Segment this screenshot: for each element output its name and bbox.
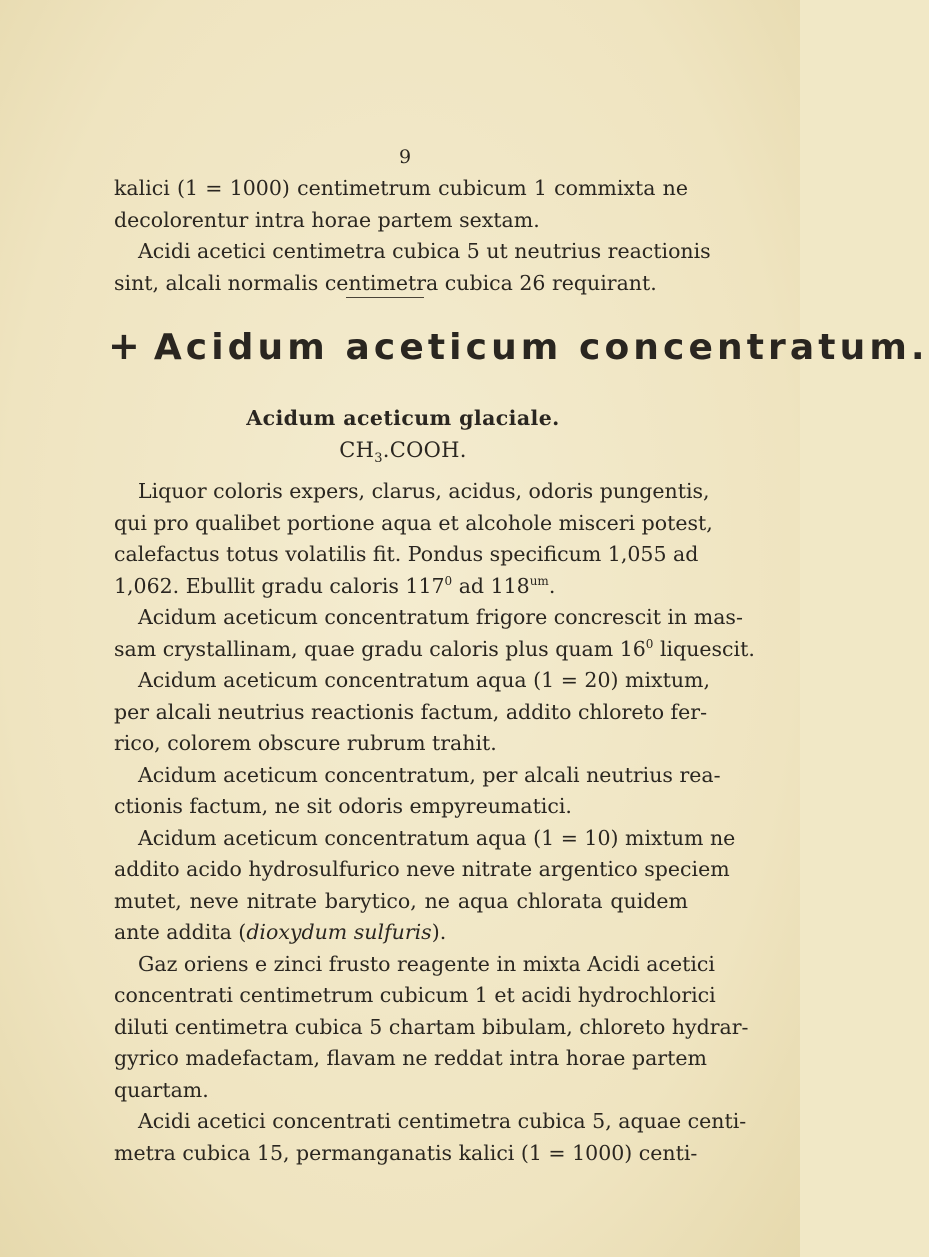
section-subtitle: Acidum aceticum glaciale.: [246, 406, 560, 430]
text-line: Acidum aceticum concentratum frigore concrescit in mas-: [138, 605, 743, 629]
text-line: ante addita (dioxydum sulfuris).: [114, 920, 447, 944]
text-line: Acidi acetici centimetra cubica 5 ut neutrius reactionis: [138, 239, 711, 263]
page-number: 9: [398, 146, 412, 168]
monograph-body: [114, 476, 755, 1169]
cross-icon: +: [108, 324, 140, 368]
text-line: 1,062. Ebullit gradu caloris $117^0$ ad $118^{um}$.: [114, 573, 556, 598]
text-line: Gaz oriens e zinci frusto reagente in mixta Acidi acetici: [138, 951, 715, 976]
text-line: kalici (1 = 1000) centimetrum cubicum 1 commixta ne: [114, 176, 688, 200]
text-line: per alcali neutrius reactionis factum, addito chloreto fer-: [114, 699, 707, 724]
text-line: Acidi acetici concentrati centimetra cubica 5, aquae centi-: [138, 1109, 747, 1133]
text-line: ctionis factum, ne sit odoris empyreumatici.: [114, 794, 572, 818]
text-line: Liquor coloris expers, clarus, acidus, odoris pungentis,: [138, 479, 710, 503]
text-line: quartam.: [114, 1077, 209, 1102]
text-line: sam crystallinam, quae gradu caloris plus quam $16^0$ liquescit.: [114, 636, 755, 661]
text-line: Acidum aceticum concentratum, per alcali neutrius rea-: [138, 762, 721, 787]
text-line: addito acido hydrosulfurico neve nitrate argentico speciem: [114, 857, 730, 881]
text-line: Acidum aceticum concentratum aqua (1 = 20) mixtum,: [138, 668, 710, 692]
text-line: sint, alcali normalis centimetra cubica 26 requirant.: [114, 270, 657, 295]
text-line: metra cubica 15, permanganatis kalici (1 = 1000) centi-: [114, 1140, 698, 1165]
chemical-formula: $CH_3.COOH$.: [339, 438, 467, 467]
text-line: concentrati centimetrum cubicum 1 et acidi hydrochlorici: [114, 983, 716, 1007]
section-divider: [346, 297, 424, 298]
text-line: gyrico madefactam, flavam ne reddat intra horae partem: [114, 1046, 707, 1070]
text-line: mutet, neve nitrate barytico, ne aqua chlorata quidem: [114, 888, 688, 913]
text-line: diluti centimetra cubica 5 chartam bibulam, chloreto hydrar-: [114, 1014, 749, 1039]
text-line: Acidum aceticum concentratum aqua (1 = 10) mixtum ne: [138, 825, 736, 850]
text-line: calefactus totus volatilis fit. Pondus specificum 1,055 ad: [114, 542, 699, 566]
text-line: rico, colorem obscure rubrum trahit.: [114, 731, 497, 755]
continued-paragraph: [114, 173, 711, 299]
section-title-text: Acidum aceticum concentratum.: [153, 327, 929, 368]
text-line: decolorentur intra horae partem sextam.: [114, 207, 540, 232]
text-line: qui pro qualibet portione aqua et alcohole misceri potest,: [114, 510, 713, 535]
section-title: [108, 324, 929, 370]
